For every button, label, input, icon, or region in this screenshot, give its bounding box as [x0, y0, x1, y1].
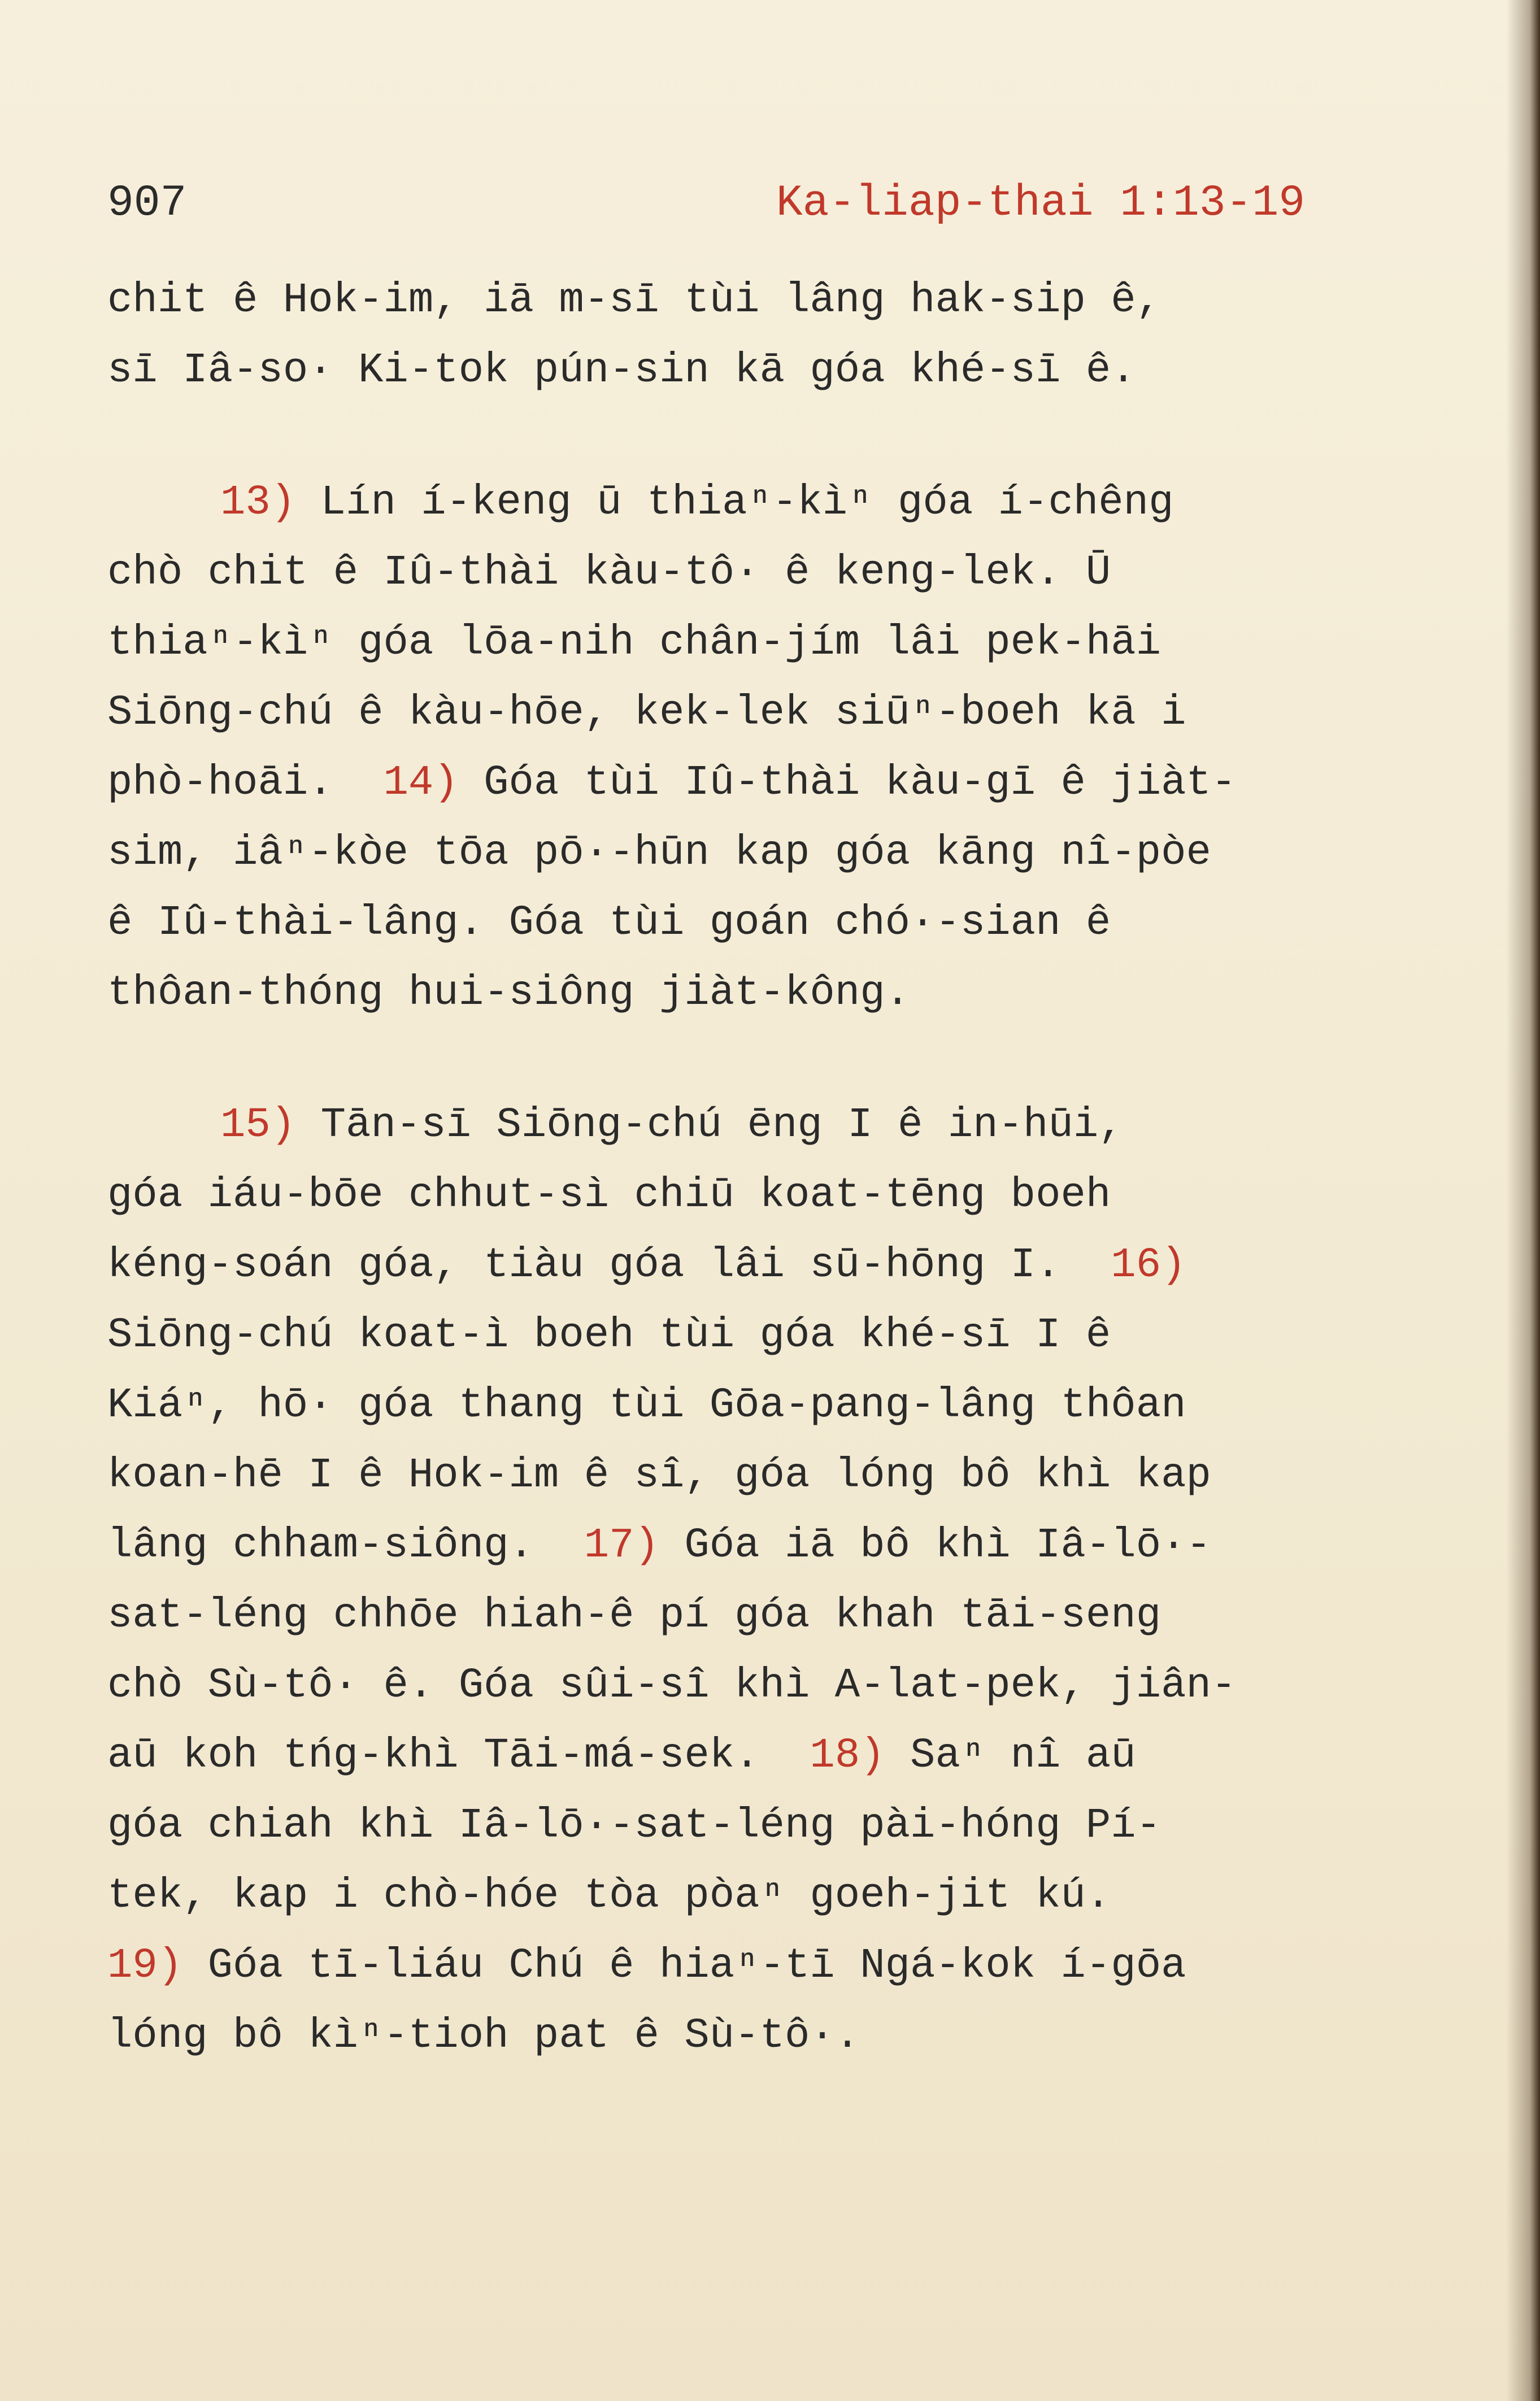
verse-number: 13) [220, 479, 296, 527]
verse-number: 15) [220, 1102, 296, 1149]
paragraph [107, 1090, 1424, 2071]
text-segment: koan-hē I ê Hok-im ê sî, góa lóng bô khì kap [107, 1452, 1211, 1499]
text-segment: tek, kap i chò-hóe tòa pòaⁿ goeh-jit kú. [107, 1872, 1111, 1920]
text-line [107, 1441, 1424, 1511]
text-segment: thôan-thóng hui-siông jiàt-kông. [107, 969, 911, 1017]
text-line [107, 336, 1424, 406]
text-line [107, 748, 1424, 818]
text-segment: Saⁿ nî aū [885, 1732, 1136, 1780]
text-segment: thiaⁿ-kìⁿ góa lōa-nih chân-jím lâi pek-hāi [107, 619, 1161, 667]
text-segment: góa iáu-bōe chhut-sì chiū koat-tēng boeh [107, 1172, 1111, 1219]
text-segment: phò-hoāi. [107, 759, 384, 807]
text-segment: chit ê Hok-im, iā m-sī tùi lâng hak-sip ê, [107, 277, 1161, 324]
text-line [107, 1791, 1424, 1861]
text-line [107, 1371, 1424, 1441]
verse-number: 19) [107, 1942, 183, 1990]
text-segment: Tān-sī Siōng-chú ēng I ê in-hūi, [295, 1102, 1124, 1149]
text-line [107, 1511, 1424, 1581]
page-header [107, 169, 1305, 237]
text-segment: sat-léng chhōe hiah-ê pí góa khah tāi-seng [107, 1592, 1161, 1639]
text-segment: sim, iâⁿ-kòe tōa pō·-hūn kap góa kāng nî-pòe [107, 829, 1211, 877]
running-head: Ka-liap-thai 1:13-19 [776, 179, 1305, 228]
text-line [107, 1861, 1424, 1931]
verse-number: 14) [383, 759, 459, 807]
paragraph [107, 266, 1424, 406]
text-line [107, 1090, 1424, 1160]
text-line [107, 678, 1424, 748]
text-line [107, 818, 1424, 888]
text-line [107, 608, 1424, 678]
text-segment: Kiáⁿ, hō· góa thang tùi Gōa-pang-lâng thôan [107, 1382, 1186, 1429]
text-line [107, 1581, 1424, 1651]
body-text [107, 266, 1424, 2071]
paragraph-gap [107, 406, 1424, 468]
text-segment: Góa tùi Iû-thài kàu-gī ê jiàt- [458, 759, 1237, 807]
text-segment: góa chiah khì Iâ-lō·-sat-léng pài-hóng Pí- [107, 1802, 1161, 1850]
text-line [107, 1931, 1424, 2001]
text-segment: sī Iâ-so· Ki-tok pún-sin kā góa khé-sī ê. [107, 347, 1136, 394]
text-segment: lâng chham-siông. [107, 1522, 584, 1569]
text-line [107, 1160, 1424, 1230]
text-segment: Góa iā bô khì Iâ-lō·- [659, 1522, 1211, 1569]
text-segment: lóng bô kìⁿ-tioh pat ê Sù-tô·. [107, 2012, 860, 2060]
text-line [107, 266, 1424, 336]
verse-number: 17) [584, 1522, 659, 1569]
text-line [107, 2001, 1424, 2071]
text-line [107, 1721, 1424, 1791]
text-line [107, 538, 1424, 608]
text-line [107, 888, 1424, 958]
text-line [107, 468, 1424, 538]
text-segment: Siōng-chú ê kàu-hōe, kek-lek siūⁿ-boeh kā i [107, 689, 1186, 737]
text-segment: ê Iû-thài-lâng. Góa tùi goán chó·-sian ê [107, 899, 1111, 947]
text-line [107, 1230, 1424, 1300]
text-line [107, 1651, 1424, 1721]
text-segment: Siōng-chú koat-ì boeh tùi góa khé-sī I ê [107, 1312, 1111, 1359]
page-edge-shadow [1506, 0, 1540, 2401]
paragraph-gap [107, 1028, 1424, 1090]
text-line [107, 958, 1424, 1028]
paragraph [107, 468, 1424, 1028]
verse-number: 16) [1111, 1242, 1186, 1289]
text-segment: chò Sù-tô· ê. Góa sûi-sî khì A-lat-pek, jiân- [107, 1662, 1237, 1710]
text-line [107, 1300, 1424, 1371]
text-segment: Góa tī-liáu Chú ê hiaⁿ-tī Ngá-kok í-gōa [182, 1942, 1186, 1990]
text-segment: Lín í-keng ū thiaⁿ-kìⁿ góa í-chêng [295, 479, 1174, 527]
text-segment: aū koh tńg-khì Tāi-má-sek. [107, 1732, 810, 1780]
page-number: 907 [107, 179, 187, 228]
text-segment: kéng-soán góa, tiàu góa lâi sū-hōng I. [107, 1242, 1111, 1289]
text-segment: chò chit ê Iû-thài kàu-tô· ê keng-lek. Ū [107, 549, 1111, 597]
verse-number: 18) [810, 1732, 885, 1780]
